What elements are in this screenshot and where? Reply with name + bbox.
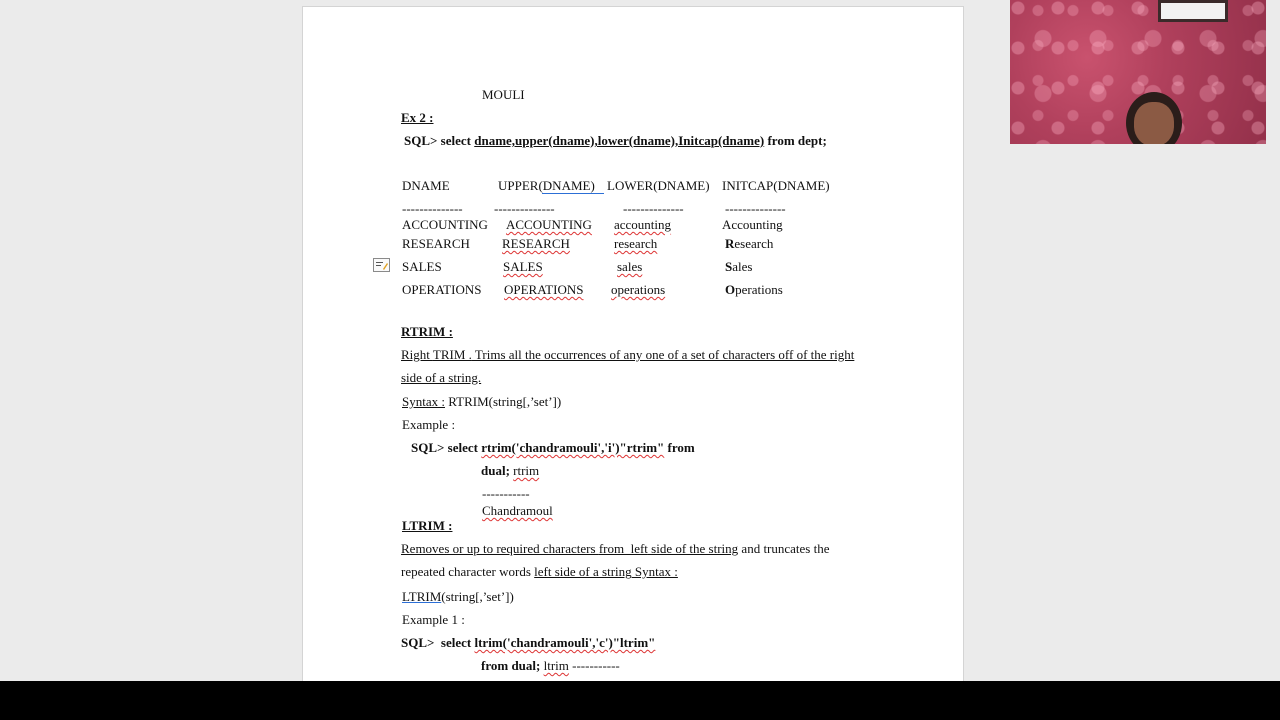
ex2-sql-statement [404, 133, 827, 149]
sql-keyword: SQL> select [401, 635, 475, 650]
table-cell-dname: RESEARCH [402, 236, 470, 251]
table-cell-initcap [725, 236, 773, 252]
table-cell-upper: ACCOUNTING [506, 217, 592, 232]
syntax-function: LTRIM [402, 589, 442, 604]
table-cell-initcap [722, 217, 783, 233]
sql-from: from [664, 440, 695, 455]
syntax-label: Syntax : [631, 564, 678, 579]
sql-function: rtrim('chandramouli','i')"rtrim" [481, 440, 665, 455]
table-cell-dname: ACCOUNTING [402, 217, 488, 232]
desc-text: Trims all the occurrences of any one of a set of characters off of the right [471, 347, 855, 362]
initcap-rest: ccounting [731, 217, 783, 232]
result-dashes: ----------- [568, 658, 620, 673]
table-cell-lower: research [614, 236, 658, 251]
desc-text: Right [401, 347, 433, 362]
initcap-first-letter: O [725, 282, 736, 297]
ltrim-example-label: Example 1 : [402, 612, 465, 627]
table-cell-initcap [725, 259, 752, 275]
initcap-first-letter: A [722, 217, 732, 232]
result-column-name: ltrim [543, 658, 569, 673]
grammar-underline [542, 193, 604, 194]
wall-picture-frame [1158, 0, 1228, 22]
table-cell-lower: operations [611, 282, 666, 297]
table-cell-initcap [725, 282, 783, 298]
table-cell-lower: sales [617, 259, 643, 274]
comment-marker-icon[interactable] [373, 258, 390, 272]
rtrim-example-label: Example : [402, 417, 456, 432]
table-cell-upper: RESEARCH [502, 236, 570, 251]
document-page[interactable] [302, 6, 964, 682]
desc-text: repeated character words [401, 564, 535, 579]
result-column-name: rtrim [513, 463, 540, 478]
ltrim-sql-line1 [401, 635, 655, 651]
syntax-label: Syntax : [402, 394, 445, 409]
desc-text: Removes or up to required characters [401, 541, 599, 556]
ltrim-syntax [402, 589, 514, 605]
initcap-rest: ales [732, 259, 753, 274]
desc-text: left side of a string [534, 564, 632, 579]
col-header-dname: DNAME [402, 178, 450, 193]
webcam-overlay[interactable] [1010, 0, 1266, 144]
rtrim-syntax [402, 394, 561, 410]
sql-function: ltrim('chandramouli','c')"ltrim" [474, 635, 656, 650]
initcap-first-letter: R [725, 236, 735, 251]
ltrim-heading: LTRIM : [402, 518, 453, 533]
sql-dual: dual; [481, 463, 514, 478]
table-cell-lower: accounting [614, 217, 672, 232]
initcap-first-letter: S [725, 259, 733, 274]
presenter-face [1134, 102, 1174, 144]
dashes-initcap: -------------- [725, 201, 786, 216]
table-cell-upper: OPERATIONS [504, 282, 584, 297]
ex2-heading: Ex 2 : [401, 110, 434, 125]
syntax-value: RTRIM(string[,’set’]) [444, 394, 562, 409]
table-cell-dname: OPERATIONS [402, 282, 482, 297]
dashes-lower: -------------- [623, 201, 684, 216]
desc-text: side of the string [647, 541, 739, 556]
syntax-args: (string[,’set’]) [441, 589, 514, 604]
rtrim-heading: RTRIM : [401, 324, 453, 339]
initcap-rest: perations [735, 282, 783, 297]
desc-text: and truncates the [738, 541, 830, 556]
sql-from-dual: from dual; [481, 658, 544, 673]
sql-keyword: SQL> select [411, 440, 482, 455]
dashes-upper: -------------- [494, 201, 555, 216]
rtrim-result-value: Chandramoul [482, 503, 553, 518]
col-header-initcap: INITCAP(DNAME) [722, 178, 830, 193]
sql-columns: dname,upper(dname),lower(dname),Initcap(dname) [474, 133, 765, 148]
desc-text: TRIM . [432, 347, 472, 362]
sql-from: from dept; [764, 133, 827, 148]
ltrim-description-line2 [401, 564, 678, 580]
dashes-dname: -------------- [402, 201, 463, 216]
desc-text: from left [598, 541, 648, 556]
rtrim-sql-line2 [481, 463, 539, 479]
ltrim-description-line1 [401, 541, 830, 557]
rtrim-description-line2: side of a string. [401, 370, 482, 385]
col-header-upper: UPPER(DNAME) [498, 178, 595, 193]
rtrim-result-dashes: ----------- [482, 486, 530, 501]
table-cell-upper: SALES [503, 259, 543, 274]
ltrim-sql-line2 [481, 658, 620, 674]
author-name: MOULI [482, 87, 525, 102]
table-cell-dname: SALES [402, 259, 442, 274]
sql-keyword: SQL> select [404, 133, 475, 148]
col-header-lower: LOWER(DNAME) [607, 178, 710, 193]
rtrim-description-line1 [401, 347, 854, 363]
bottom-black-bar [0, 681, 1280, 720]
rtrim-sql-line1 [411, 440, 695, 456]
initcap-rest: esearch [734, 236, 774, 251]
